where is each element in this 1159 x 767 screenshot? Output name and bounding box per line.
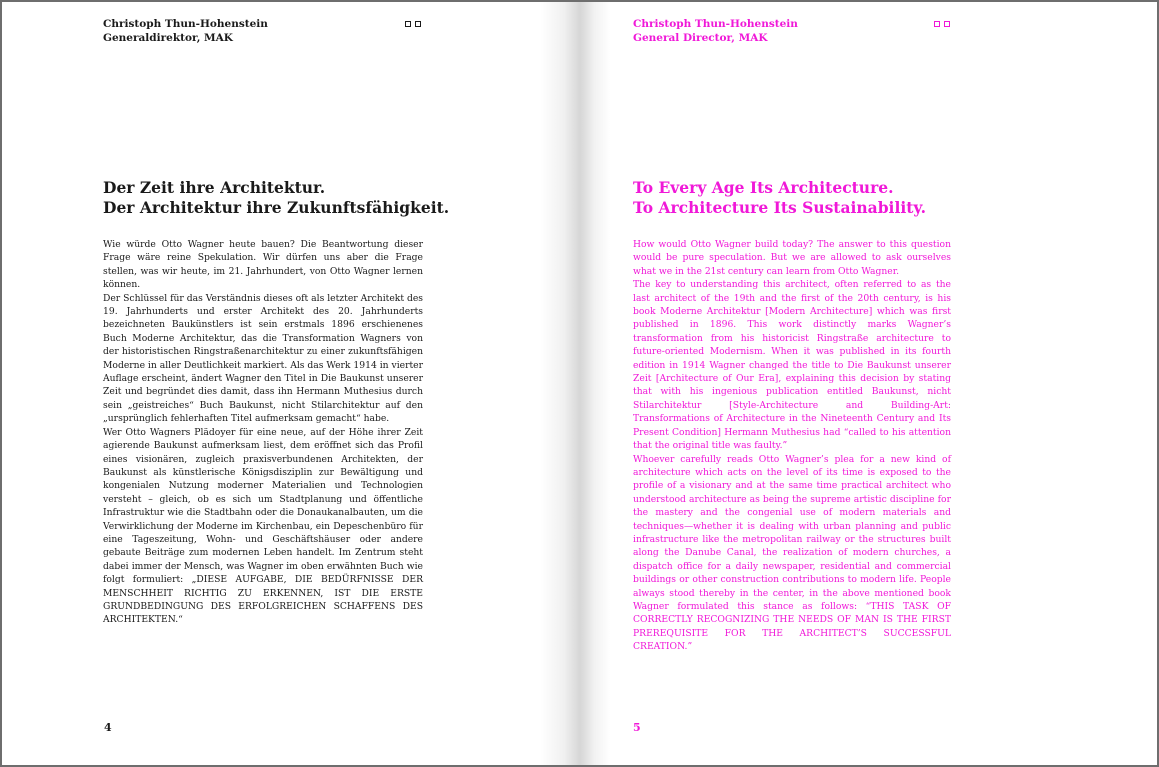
author-name: Christoph Thun-Hohenstein <box>103 18 268 30</box>
title-line-2: Der Architektur ihre Zukunftsfähigkeit. <box>103 198 450 217</box>
square-mark-icon <box>415 21 421 27</box>
page-number: 4 <box>104 721 112 734</box>
paragraph: How would Otto Wagner build today? The answer to this question would be pure speculation. But we are allowed to ask ourselves what we in the 21st century can learn from Otto Wagner. <box>633 239 951 277</box>
gutter-shadow-left <box>540 2 580 765</box>
title-line-1: To Every Age Its Architecture. <box>633 178 894 197</box>
square-mark-icon <box>405 21 411 27</box>
gutter-shadow-right <box>580 2 610 765</box>
author-role: Generaldirektor, MAK <box>103 32 233 44</box>
book-spread <box>2 2 1157 765</box>
left-page <box>2 2 580 765</box>
right-page <box>580 2 1157 765</box>
title-line-2: To Architecture Its Sustainability. <box>633 198 927 217</box>
body-text <box>633 238 951 654</box>
title-line-1: Der Zeit ihre Architektur. <box>103 178 326 197</box>
page-number: 5 <box>633 721 641 734</box>
page-title <box>633 178 926 218</box>
paragraph: Wie würde Otto Wagner heute bauen? Die Beantwortung dieser Frage wäre reine Spekulation. Wir dürfen uns aber die Frage stellen, was wir heute, im 21. Jahrhundert, von Otto Wagner lernen können. <box>103 239 423 291</box>
paragraph: Wer Otto Wagners Plädoyer für eine neue, auf der Höhe ihrer Zeit agierende Baukunst aufmerksam liest, dem eröffnet sich das Profil eines visionären, zugleich praxisverbundenen Architekten, der Baukunst als künstlerische Königsdisziplin zur Bewältigung und kongenialen Nutzung moderner Materialien und Technologien versteht – gleich, ob es sich um Stadtplanung und öffentliche Infrastruktur wie die Stadtbahn oder die Donaukanalbauten, um die Verwirklichung der Moderne im Kirchenbau, ein Depeschenbüro für eine Tageszeitung, Wohn- und Geschäftshäuser oder andere gebaute Beiträge zum modernen Leben handelt. Im Zentrum steht dabei immer der Mensch, was Wagner im oben erwähnten Buch wie folgt formuliert: „DIESE AUFGABE, DIE BEDÜRFNISSE DER MENSCHHEIT RICHTIG ZU ERKENNEN, IST DIE ERSTE GRUNDBEDINGUNG DES ERFOLGREICHEN SCHAFFENS DES ARCHITEKTEN.“ <box>103 426 423 626</box>
author-block <box>103 17 268 45</box>
author-block <box>633 17 798 45</box>
body-text <box>103 238 423 627</box>
author-name: Christoph Thun-Hohenstein <box>633 18 798 30</box>
page-title <box>103 178 449 218</box>
header-marks <box>405 21 421 27</box>
paragraph: The key to understanding this architect, often referred to as the last architect of the 19th and the first of the 20th century, is his book Moderne Architektur [Modern Architecture] which was first published in 1896. This work distinctly marks Wagner’s transformation from his historicist Ringstraße architecture to future-oriented Modernism. When it was published in its fourth edition in 1914 Wagner changed the title to Die Baukunst unserer Zeit [Architecture of Our Era], explaining this decision by stating that with his ingenious publication entitled Baukunst, nicht Stilarchitektur [Style-Architecture and Building-Art: Transformations of Architecture in the Nineteenth Century and Its Present Condition] Hermann Muthesius had “called to his attention that the original title was faulty.” <box>633 279 951 452</box>
square-mark-icon <box>934 21 940 27</box>
author-role: General Director, MAK <box>633 32 768 44</box>
header-marks <box>934 21 950 27</box>
paragraph: Der Schlüssel für das Verständnis dieses oft als letzter Architekt des 19. Jahrhunderts und erster Architekt des 20. Jahrhunderts bezeichneten Baukünstlers ist sein erstmals 1896 erschienenes Buch Moderne Architektur, das die Transformation Wagners von der historistischen Ringstraßenarchitektur zu einer zukunftsfähigen Moderne in aller Deutlichkeit markiert. Als das Werk 1914 in vierter Auflage erscheint, ändert Wagner den Titel in Die Baukunst unserer Zeit und begründet dies damit, dass ihn Hermann Muthesius durch sein „geistreiches“ Buch Baukunst, nicht Stilarchitektur auf den „ursprünglich fehlerhaften Titel aufmerksam gemacht“ habe. <box>103 292 423 425</box>
paragraph: Whoever carefully reads Otto Wagner’s plea for a new kind of architecture which acts on the level of its time is exposed to the profile of a visionary and at the same time practical architect who understood architecture as being the supreme artistic discipline for the mastery and the congenial use of modern materials and techniques—whether it is dealing with urban planning and public infrastructure like the metropolitan railway or the structures built along the Danube Canal, the realization of modern churches, a dispatch office for a daily newspaper, residential and commercial buildings or other construction contributions to modern life. People always stood thereby in the center, in the above mentioned book Wagner formulated this stance as follows: “THIS TASK OF CORRECTLY RECOGNIZING THE NEEDS OF MAN IS THE FIRST PREREQUISITE FOR THE ARCHITECT’S SUCCESSFUL CREATION.” <box>633 453 951 653</box>
square-mark-icon <box>944 21 950 27</box>
